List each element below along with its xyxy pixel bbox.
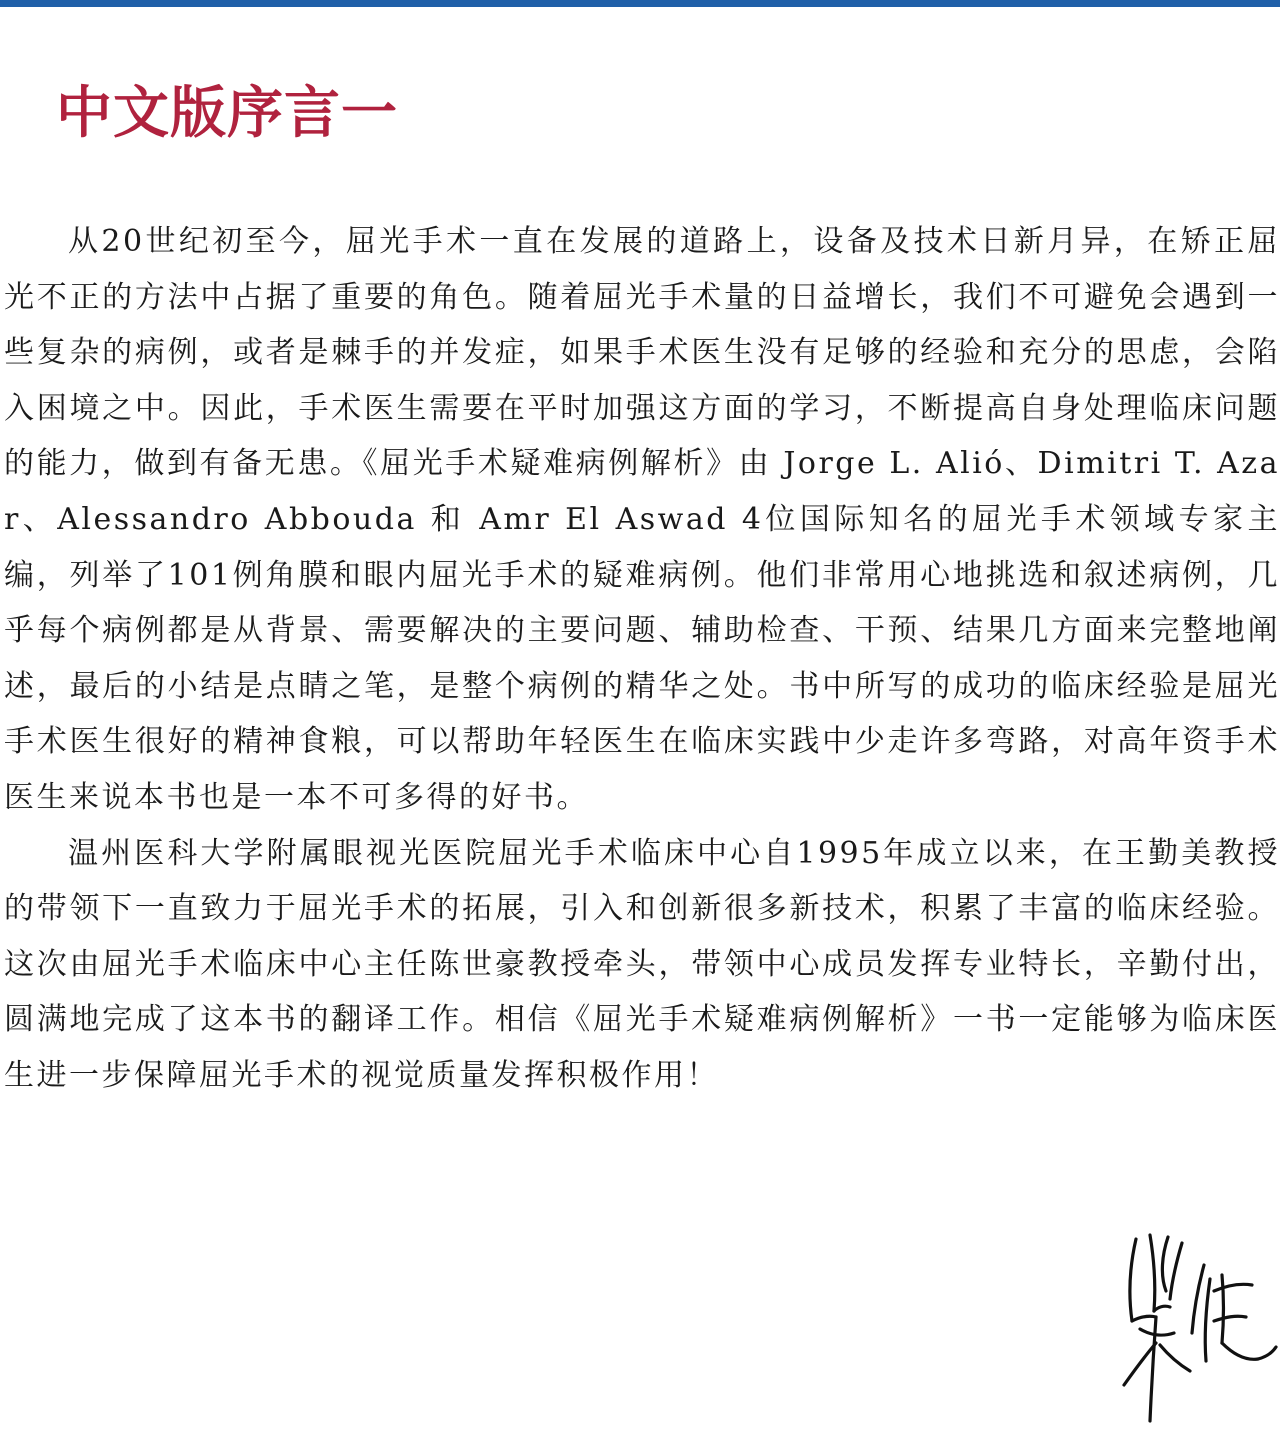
- handwritten-signature: [1110, 1225, 1280, 1425]
- page-title: 中文版序言一: [56, 81, 398, 146]
- paragraph-1: 从20世纪初至今，屈光手术一直在发展的道路上，设备及技术日新月异，在矫正屈光不正的方法中占据了重要的角色。随着屈光手术量的日益增长，我们不可避免会遇到一些复杂的病例，或者是棘手的并发症，如果手术医生没有足够的经验和充分的思虑，会陷入困境之中。因此，手术医生需要在平时加强这方面的学习，不断提高自身处理临床问题的能力，做到有备无患。《屈光手术疑难病例解析》由 Jorge L. Alió、Dimitri T. Azar、Alessandro Abbouda 和 Amr El Aswad 4位国际知名的屈光手术领域专家主编，列举了101例角膜和眼内屈光手术的疑难病例。他们非常用心地挑选和叙述病例，几乎每个病例都是从背景、需要解决的主要问题、辅助检查、干预、结果几方面来完整地阐述，最后的小结是点睛之笔，是整个病例的精华之处。书中所写的成功的临床经验是屈光手术医生很好的精神食粮，可以帮助年轻医生在临床实践中少走许多弯路，对高年资手术医生来说本书也是一本不可多得的好书。: [4, 224, 1280, 815]
- top-accent-bar: [0, 0, 1280, 7]
- paragraph-2: 温州医科大学附属眼视光医院屈光手术临床中心自1995年成立以来，在王勤美教授的带领下一直致力于屈光手术的拓展，引入和创新很多新技术，积累了丰富的临床经验。这次由屈光手术临床中心主任陈世豪教授牵头，带领中心成员发挥专业特长，辛勤付出，圆满地完成了这本书的翻译工作。相信《屈光手术疑难病例解析》一书一定能够为临床医生进一步保障屈光手术的视觉质量发挥积极作用！: [4, 835, 1280, 1093]
- body-text: [4, 214, 1280, 1104]
